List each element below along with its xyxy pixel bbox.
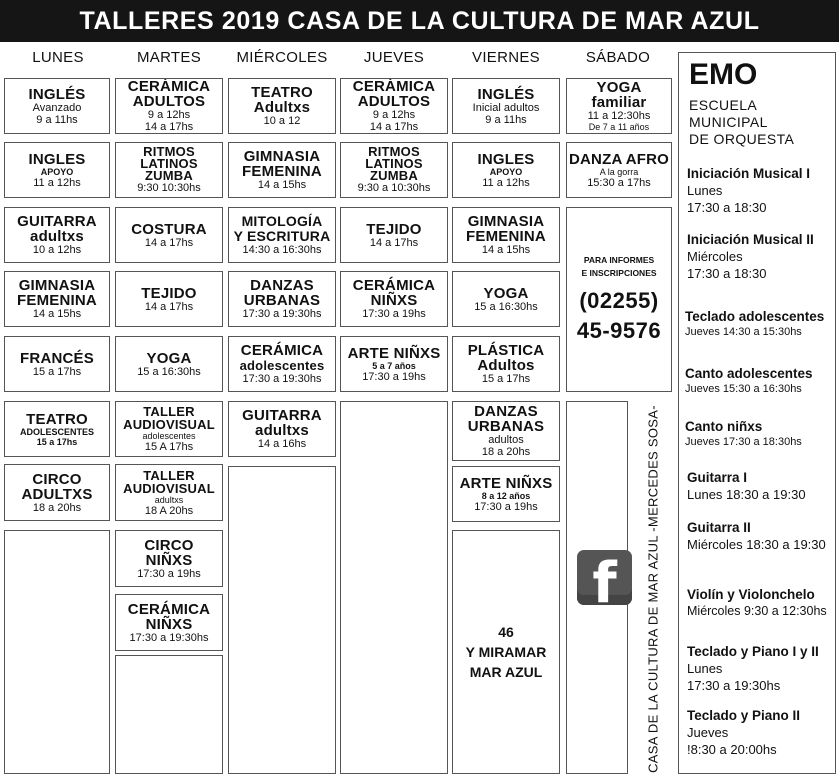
empty-cell — [115, 655, 223, 774]
day-header-jueves: JUEVES — [363, 49, 425, 66]
class-detail: adolescentes — [142, 431, 196, 441]
class-card — [452, 336, 560, 392]
class-title: INGLES — [477, 150, 535, 168]
class-title: INGLÉS — [28, 85, 86, 103]
class-title: Y ESCRITURA — [233, 228, 331, 244]
class-schedule: 9 a 12hs — [372, 109, 416, 121]
emo-subtitle-line: ESCUELA — [689, 97, 758, 113]
emo-subtitle-line: MUNICIPAL — [689, 114, 768, 130]
class-title: GIMNASIA — [467, 213, 545, 230]
class-title: YOGA — [596, 79, 642, 96]
class-card — [115, 336, 223, 392]
class-schedule: 11 a 12hs — [33, 176, 81, 189]
day-header-martes: MARTES — [136, 49, 202, 66]
class-title: NIÑXS — [145, 551, 193, 569]
contact-label: PARA INFORMES — [583, 254, 655, 265]
class-schedule: 15 A 17hs — [144, 441, 194, 453]
class-title: FRANCÉS — [20, 349, 94, 367]
class-title: CIRCO — [144, 536, 194, 554]
class-title: TALLER — [143, 404, 195, 419]
class-title: ARTE NIÑXS — [347, 344, 441, 362]
phone-area-code: (02255) — [579, 287, 659, 313]
class-title: YOGA — [483, 284, 529, 302]
class-card — [452, 401, 560, 461]
emo-entry-name: Teclado y Piano II — [687, 708, 801, 723]
class-title: AUDIOVISUAL — [123, 417, 215, 432]
class-schedule: 17:30 a 19:30hs — [129, 631, 209, 644]
class-card — [115, 594, 223, 651]
class-title: CERÁMICA — [352, 78, 436, 95]
class-schedule: 17:30 a 19:30hs — [242, 308, 322, 320]
class-title: ARTE NIÑXS — [459, 474, 553, 492]
class-card — [228, 207, 336, 263]
class-schedule: 18 A 20hs — [144, 504, 194, 517]
class-detail: ADOLESCENTES — [19, 426, 94, 437]
emo-entry-name: Canto adolescentes — [685, 366, 813, 381]
class-card — [4, 271, 110, 327]
class-card — [452, 142, 560, 198]
class-title: GIMNASIA — [243, 148, 321, 165]
class-title: DANZA AFRO — [568, 150, 670, 168]
location-line: Y MIRAMAR — [465, 644, 547, 660]
class-schedule: 17:30 a 19hs — [474, 500, 538, 513]
class-title: ZUMBA — [370, 168, 418, 183]
class-schedule: 17:30 a 19hs — [362, 308, 426, 320]
class-card — [340, 142, 448, 198]
class-schedule: 14 a 17hs — [369, 121, 419, 133]
class-schedule: 14 a 17hs — [144, 236, 194, 249]
class-card — [228, 78, 336, 134]
class-card — [4, 142, 110, 198]
class-schedule: 14 a 15hs — [257, 179, 307, 191]
class-card — [228, 401, 336, 457]
location-line: MAR AZUL — [469, 664, 543, 680]
class-card — [4, 336, 110, 392]
class-card — [115, 271, 223, 327]
emo-entry — [685, 308, 835, 339]
class-title: CIRCO — [32, 470, 82, 488]
class-schedule: 14 a 15hs — [481, 244, 531, 256]
class-schedule: 18 a 20hs — [481, 446, 531, 458]
class-detail: APOYO — [40, 166, 74, 177]
emo-entry-detail: 17:30 a 18:30 — [687, 200, 767, 215]
day-header-lunes: LUNES — [32, 49, 84, 66]
empty-cell — [228, 466, 336, 774]
class-card — [340, 78, 448, 134]
class-title: DANZAS — [250, 277, 314, 294]
class-schedule: 10 a 12 — [263, 115, 301, 127]
class-detail: 5 a 7 años — [372, 360, 416, 371]
class-schedule: 14 a 17hs — [144, 121, 194, 133]
class-card — [115, 207, 223, 263]
class-title: PLÁSTICA — [467, 342, 545, 359]
class-schedule: 18 a 20hs — [32, 501, 82, 514]
class-detail: 8 a 12 años — [481, 490, 531, 501]
class-schedule: 9 a 11hs — [485, 113, 527, 126]
class-schedule: 17:30 a 19hs — [137, 567, 201, 580]
class-title: MITOLOGÍA — [241, 213, 323, 229]
vertical-caption-text: CASA DE LA CULTURA DE MAR AZUL -MERCEDES SOSA- — [645, 405, 661, 773]
empty-cell — [340, 401, 448, 774]
class-card — [115, 142, 223, 198]
emo-entry-name: Teclado y Piano I y II — [687, 644, 819, 659]
class-title: Adultxs — [253, 99, 311, 116]
location-line: 46 — [498, 624, 514, 640]
emo-entry-detail: 17:30 a 19:30hs — [687, 678, 781, 693]
emo-entry-detail: Miércoles — [687, 249, 743, 264]
class-card — [115, 530, 223, 587]
class-card — [452, 271, 560, 327]
emo-subtitle-line: DE ORQUESTA — [689, 131, 795, 147]
class-schedule: 15 a 17hs — [36, 436, 78, 447]
class-title: FEMENINA — [242, 163, 322, 180]
emo-entry-name: Canto niñxs — [685, 419, 763, 434]
class-title: RITMOS — [368, 144, 420, 159]
phone-number: 45-9576 — [576, 317, 662, 343]
class-card — [566, 142, 672, 198]
emo-entry-detail: Jueves — [687, 725, 729, 740]
class-detail: Avanzado — [32, 101, 82, 114]
emo-entry-detail: Lunes — [687, 661, 723, 676]
class-title: ADULTXS — [21, 485, 93, 503]
class-card — [4, 464, 110, 521]
class-card — [452, 466, 560, 522]
facebook-icon[interactable]: f — [577, 550, 632, 605]
class-schedule: 11 a 12:30hs — [587, 110, 651, 122]
class-schedule: 9:30 a 10:30hs — [357, 182, 431, 194]
class-schedule: 10 a 12hs — [32, 244, 82, 256]
class-card — [340, 207, 448, 263]
class-title: RITMOS — [143, 144, 195, 159]
class-title: ZUMBA — [145, 168, 193, 183]
class-title: YOGA — [146, 349, 192, 367]
emo-entry — [687, 231, 837, 282]
class-title: LATINOS — [140, 156, 198, 171]
class-card — [228, 142, 336, 198]
emo-entry — [687, 165, 837, 216]
class-card — [452, 78, 560, 134]
class-title: TEJIDO — [366, 220, 422, 238]
emo-entry — [687, 586, 837, 620]
class-card — [340, 271, 448, 327]
class-detail: Inicial adultos — [472, 101, 540, 114]
class-title: familiar — [591, 94, 647, 111]
emo-entry-name: Iniciación Musical I — [687, 166, 811, 181]
emo-entry-name: Teclado adolescentes — [685, 309, 825, 324]
class-card — [4, 78, 110, 134]
emo-title: EMO — [689, 58, 758, 91]
class-card — [228, 336, 336, 392]
class-schedule: 9 a 11hs — [36, 113, 78, 126]
class-title: FEMENINA — [466, 228, 546, 245]
class-title: TEATRO — [26, 410, 88, 428]
class-title: GUITARRA — [242, 407, 322, 424]
page-title: TALLERES 2019 CASA DE LA CULTURA DE MAR AZUL — [0, 0, 839, 42]
day-header-sabado: SÁBADO — [585, 49, 651, 66]
class-title: TEJIDO — [141, 284, 197, 302]
class-schedule: 9 a 12hs — [147, 109, 191, 121]
class-title: GUITARRA — [17, 213, 97, 230]
emo-entry-name: Guitarra II — [687, 520, 751, 535]
class-schedule: 15 a 17hs — [32, 365, 82, 378]
class-title: INGLÉS — [477, 85, 535, 103]
class-schedule: 15 a 16:30hs — [474, 300, 538, 313]
class-detail: De 7 a 11 años — [588, 122, 650, 132]
class-title: Adultos — [477, 357, 535, 374]
class-schedule: 11 a 12hs — [482, 176, 530, 189]
class-title: AUDIOVISUAL — [123, 480, 215, 496]
class-title: ADULTOS — [357, 93, 431, 110]
class-schedule: 15 a 16:30hs — [137, 365, 201, 378]
class-card — [4, 207, 110, 263]
class-schedule: 15 a 17hs — [481, 373, 531, 385]
class-card — [4, 401, 110, 457]
class-title: adultxs — [255, 422, 309, 439]
emo-entry-name: Guitarra I — [687, 470, 748, 485]
class-title: URBANAS — [243, 292, 321, 309]
class-title: NIÑXS — [370, 292, 418, 309]
contact-label: E INSCRIPCIONES — [581, 267, 657, 278]
class-schedule: 14:30 a 16:30hs — [242, 244, 322, 256]
empty-cell — [4, 530, 110, 774]
class-title: DANZAS — [474, 403, 538, 420]
class-card — [340, 336, 448, 392]
class-detail: A la gorra — [599, 166, 639, 177]
class-title: FEMENINA — [17, 292, 97, 309]
emo-entry-detail: !8:30 a 20:00hs — [687, 742, 777, 757]
class-title: TALLER — [143, 467, 195, 483]
emo-entry-detail: Jueves 17:30 a 18:30hs — [685, 436, 802, 448]
class-card — [115, 401, 223, 457]
class-title: CERÁMICA — [240, 342, 324, 359]
emo-entry-detail: Miércoles 18:30 a 19:30 — [687, 537, 826, 552]
class-title: ADULTOS — [132, 93, 206, 110]
class-title: URBANAS — [467, 418, 545, 435]
class-card — [115, 464, 223, 521]
emo-entry — [687, 707, 837, 758]
class-title: CERÁMICA — [127, 78, 211, 95]
class-card — [228, 271, 336, 327]
class-title: TEATRO — [251, 84, 313, 101]
emo-entry-detail: Lunes — [687, 183, 723, 198]
day-header-viernes: VIERNES — [472, 49, 540, 66]
class-detail: adultos — [488, 434, 524, 446]
emo-entry — [685, 418, 835, 449]
emo-entry — [687, 469, 837, 503]
emo-entry-detail: Lunes 18:30 a 19:30 — [687, 487, 806, 502]
class-card — [566, 78, 672, 134]
class-title: INGLES — [28, 150, 86, 168]
class-card — [115, 78, 223, 134]
class-title: adolescentes — [239, 358, 325, 373]
emo-entry-detail: Jueves 14:30 a 15:30hs — [685, 326, 802, 338]
emo-entry — [685, 365, 835, 396]
class-schedule: 14 a 15hs — [32, 308, 82, 320]
emo-entry-detail: Jueves 15:30 a 16:30hs — [685, 383, 802, 395]
class-title: GIMNASIA — [18, 277, 96, 294]
day-header-miercoles: MIÉRCOLES — [236, 49, 328, 66]
emo-entry-name: Iniciación Musical II — [687, 232, 814, 247]
class-title: NIÑXS — [145, 615, 193, 633]
class-schedule: 9:30 10:30hs — [137, 182, 201, 194]
class-title: adultxs — [30, 228, 84, 245]
contact-card — [566, 207, 672, 392]
emo-subtitle — [689, 97, 794, 148]
class-title: CERÁMICA — [352, 277, 436, 294]
emo-panel — [678, 52, 836, 774]
class-schedule: 17:30 a 19:30hs — [242, 373, 322, 385]
emo-entry-name: Violín y Violonchelo — [687, 587, 815, 602]
class-detail: APOYO — [489, 166, 523, 177]
class-schedule: 14 a 16hs — [257, 438, 307, 450]
emo-entry-detail: 17:30 a 18:30 — [687, 266, 767, 281]
class-schedule: 14 a 17hs — [144, 300, 194, 313]
emo-entry — [687, 519, 837, 553]
class-card — [452, 207, 560, 263]
emo-entry-detail: Miércoles 9:30 a 12:30hs — [687, 604, 827, 618]
class-detail: adultxs — [154, 494, 184, 505]
class-schedule: 14 a 17hs — [369, 236, 419, 249]
vertical-caption — [629, 404, 677, 774]
emo-entry — [687, 643, 837, 694]
class-title: LATINOS — [365, 156, 423, 171]
class-title: CERÁMICA — [127, 600, 211, 618]
class-schedule: 17:30 a 19hs — [362, 370, 426, 383]
class-schedule: 15:30 a 17hs — [587, 176, 651, 189]
class-title: COSTURA — [131, 220, 207, 238]
location-card — [452, 530, 560, 774]
